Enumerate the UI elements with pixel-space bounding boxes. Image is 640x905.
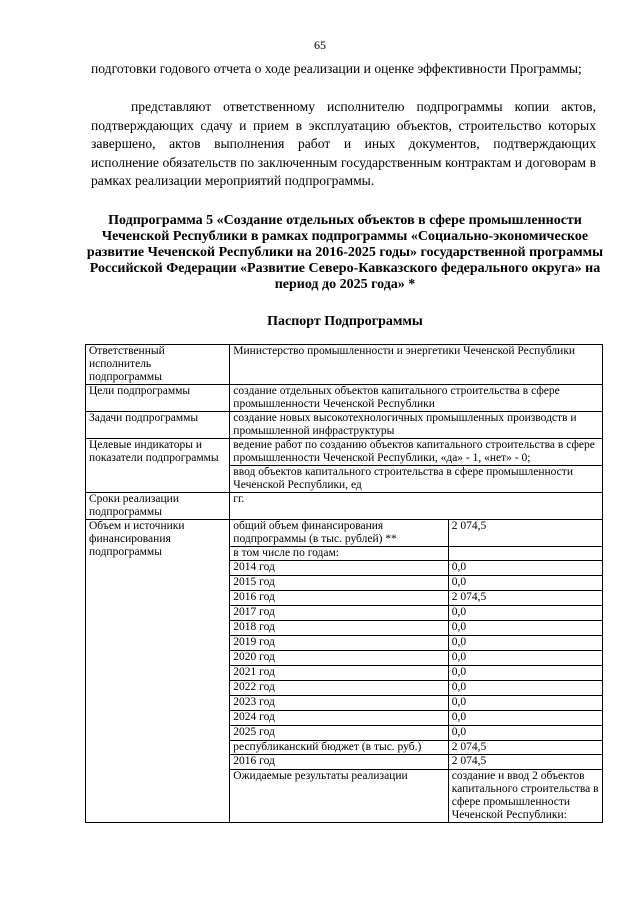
goals-value: создание отдельных объектов капитального строительства в сфере промышленности Чеченской Республики (230, 385, 603, 412)
year-value: 0,0 (448, 561, 602, 576)
republic-budget-label: республиканский бюджет (в тыс. руб.) (230, 741, 448, 755)
by-years-label: в том числе по годам: (230, 547, 448, 561)
page-number: 65 (314, 38, 326, 52)
year-label: 2024 год (230, 711, 448, 726)
responsible-label: Ответственный исполнитель подпрограммы (86, 345, 230, 385)
terms-value: гг. (230, 493, 603, 520)
indicators-value-1: ведение работ по созданию объектов капитального строительства в сфере промышленности Чеченской Республики, «да» - 1, «нет» - 0; (230, 439, 603, 466)
subprogram-title: Подпрограмма 5 «Создание отдельных объектов в сфере промышленности Чеченской Республики в рамках подпрограммы «Социально-экономическое развитие Чеченской Республики на 2016-2025 годы» государственной программы Российской Федерации «Развитие Северо-Кавказского федерального округа» на период до 2025 года» * (86, 213, 604, 292)
republic-budget-value: 2 074,5 (448, 741, 602, 755)
table-row (86, 345, 603, 385)
table-row (86, 385, 603, 412)
results-label: Ожидаемые результаты реализации (230, 770, 448, 823)
results-value: создание и ввод 2 объектов капитального строительства в сфере промышленности Чеченской Республики: (448, 770, 602, 823)
passport-table (85, 344, 603, 823)
year-value: 0,0 (448, 576, 602, 591)
republic-2016-year: 2016 год (230, 755, 448, 770)
table-row (86, 439, 603, 466)
terms-label: Сроки реализации подпрограммы (86, 493, 230, 520)
year-label: 2022 год (230, 681, 448, 696)
year-label: 2025 год (230, 726, 448, 741)
indicators-value-2: ввод объектов капитального строительства в сфере промышленности Чеченской Республики, ед (230, 466, 603, 493)
year-label: 2023 год (230, 696, 448, 711)
year-label: 2020 год (230, 651, 448, 666)
year-value: 0,0 (448, 696, 602, 711)
year-label: 2021 год (230, 666, 448, 681)
year-value: 0,0 (448, 681, 602, 696)
funding-label: Объем и источники финансирования подпрограммы (86, 520, 230, 823)
tasks-label: Задачи подпрограммы (86, 412, 230, 439)
year-label: 2016 год (230, 591, 448, 606)
table-row (86, 412, 603, 439)
year-value: 0,0 (448, 606, 602, 621)
table-row (86, 493, 603, 520)
year-value: 0,0 (448, 711, 602, 726)
total-funding-value: 2 074,5 (448, 520, 602, 547)
empty-cell (448, 547, 602, 561)
passport-heading: Паспорт Подпрограммы (267, 314, 423, 329)
table-row (86, 520, 603, 547)
year-value: 0,0 (448, 636, 602, 651)
paragraph-reporting: подготовки годового отчета о ходе реализации и оценке эффективности Программы; (91, 61, 582, 76)
year-label: 2018 год (230, 621, 448, 636)
paragraph-documents: представляют ответственному исполнителю подпрограммы копии актов, подтверждающих сдачу и прием в эксплуатацию объектов, строительство которых завершено, актов выполнения работ и иных документов, подтверждающих исполнение обязательств по заключенным государственным контрактам и договорам в рамках реализации мероприятий подпрограммы. (91, 99, 596, 189)
year-label: 2017 год (230, 606, 448, 621)
year-label: 2015 год (230, 576, 448, 591)
republic-2016-value: 2 074,5 (448, 755, 602, 770)
year-value: 0,0 (448, 726, 602, 741)
year-value: 0,0 (448, 621, 602, 636)
year-label: 2019 год (230, 636, 448, 651)
year-value: 2 074,5 (448, 591, 602, 606)
goals-label: Цели подпрограммы (86, 385, 230, 412)
indicators-label: Целевые индикаторы и показатели подпрограммы (86, 439, 230, 493)
year-value: 0,0 (448, 666, 602, 681)
responsible-value: Министерство промышленности и энергетики Чеченской Республики (230, 345, 603, 385)
year-label: 2014 год (230, 561, 448, 576)
total-funding-label: общий объем финансирования подпрограммы (в тыс. рублей) ** (230, 520, 448, 547)
tasks-value: создание новых высокотехнологичных промышленных производств и промышленной инфраструктуры (230, 412, 603, 439)
year-value: 0,0 (448, 651, 602, 666)
